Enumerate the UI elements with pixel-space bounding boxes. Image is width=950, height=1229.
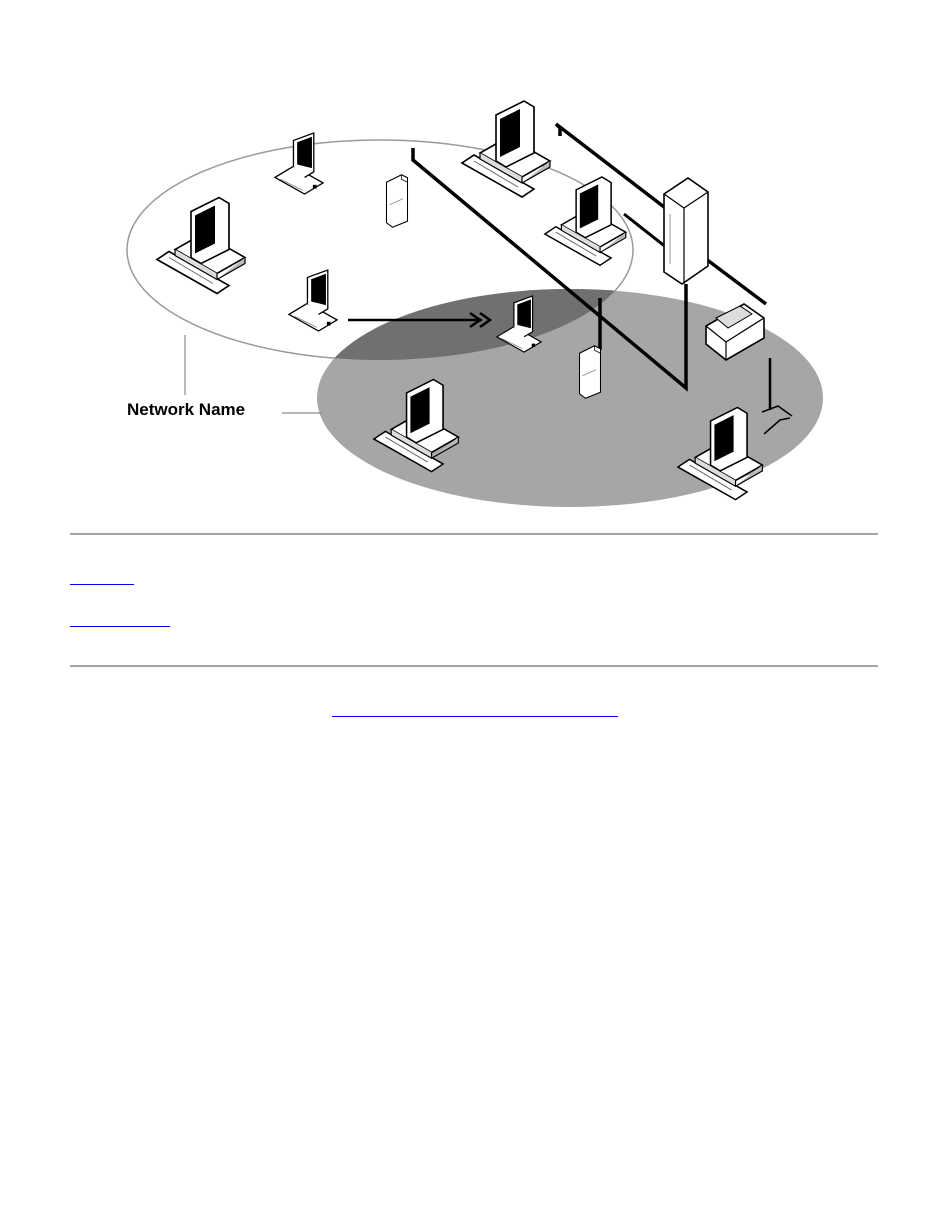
server-tower xyxy=(664,178,708,284)
network-diagram xyxy=(0,0,950,530)
access-point-2 xyxy=(580,346,601,399)
footer-link[interactable] xyxy=(332,698,618,717)
nav-link-1[interactable] xyxy=(70,566,134,585)
nav-link-2[interactable] xyxy=(70,608,170,627)
horizontal-rule-bottom xyxy=(70,665,878,667)
cable-diagonal xyxy=(556,124,560,136)
access-point-1 xyxy=(387,175,408,228)
network-name-label: Network Name xyxy=(127,400,246,419)
horizontal-rule-top xyxy=(70,533,878,535)
cable-server-printer xyxy=(702,256,766,304)
